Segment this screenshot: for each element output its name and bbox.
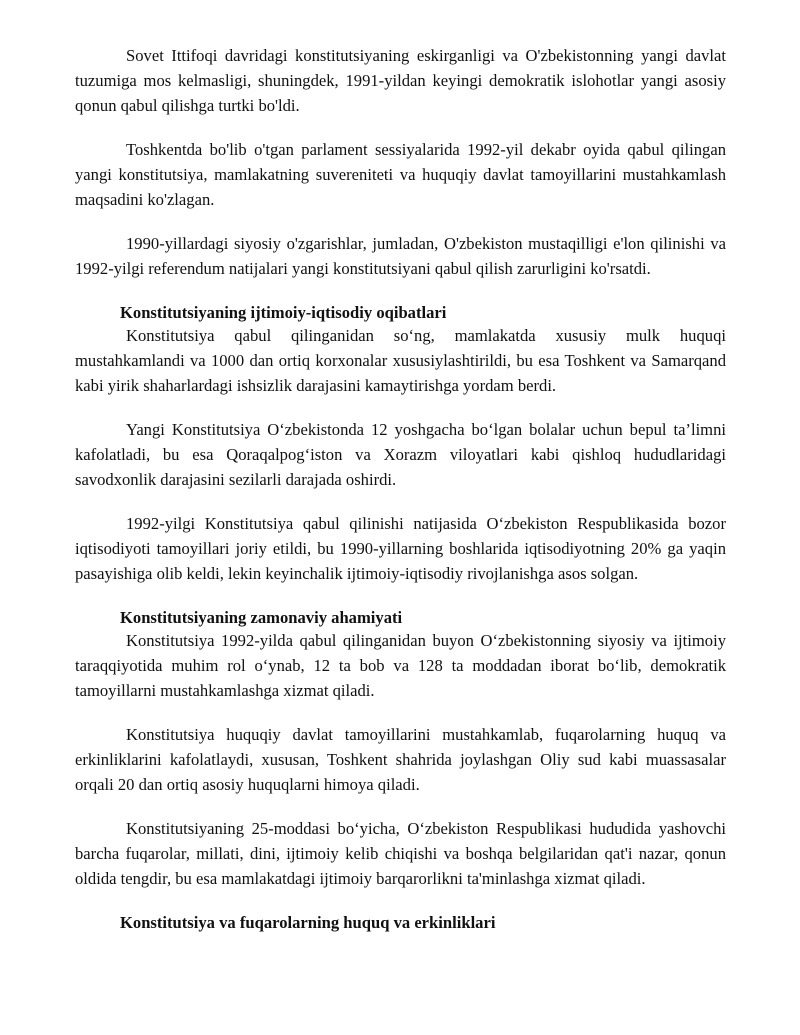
paragraph-socioeconomic-1: Konstitutsiya qabul qilinganidan so‘ng, mamlakatda xususiy mulk huquqi mustahkamlandi va 1000 dan ortiq korxonalar xususiylashtirildi, bu esa Toshkent va Samarqand kabi yirik shaharlardagi ishsizlik darajasini kamaytirishga yordam berdi.: [75, 326, 726, 395]
paragraph-modern-1: Konstitutsiya 1992-yilda qabul qilinganidan buyon O‘zbekistonning siyosiy va ijtimoiy taraqqiyotida muhim rol o‘ynab, 12 ta bob va 128 ta moddadan iborat bo‘lib, demokratik tamoyillarni mustahkamlashga xizmat qiladi.: [75, 631, 726, 700]
paragraph-socioeconomic-3: 1992-yilgi Konstitutsiya qabul qilinishi natijasida O‘zbekiston Respublikasida bozor iqtisodiyoti tamoyillari joriy etildi, bu 1990-yillarning boshlarida iqtisodiyotning 20% ga yaqin pasayishiga olib keldi, lekin keyinchalik ijtimoiy-iqtisodiy rivojlanishga asos solgan.: [75, 514, 726, 583]
paragraph-intro-1: Sovet Ittifoqi davridagi konstitutsiyaning eskirganligi va O'zbekistonning yangi davlat tuzumiga mos kelmasligi, shuningdek, 1991-yildan keyingi demokratik islohotlar yangi asosiy qonun qabul qilishga turtki bo'ldi.: [75, 46, 726, 115]
paragraph-modern-3: Konstitutsiyaning 25-moddasi bo‘yicha, O‘zbekiston Respublikasi hududida yashovchi barcha fuqarolar, millati, dini, ijtimoiy kelib chiqishi va boshqa belgilaridan qat'i nazar, qonun oldida tengdir, bu esa mamlakatdagi ijtimoiy barqarorlikni ta'minlashga xizmat qiladi.: [75, 819, 726, 888]
paragraph-socioeconomic-2: Yangi Konstitutsiya O‘zbekistonda 12 yoshgacha bo‘lgan bolalar uchun bepul ta’limni kafolatladi, bu esa Qoraqalpog‘iston va Xorazm viloyatlari kabi qishloq hududlaridagi savodxonlik darajasini sezilarli darajada oshirdi.: [75, 420, 726, 489]
section-heading-rights-freedoms: Konstitutsiya va fuqarolarning huquq va erkinliklari: [120, 913, 496, 932]
section-heading-socioeconomic: Konstitutsiyaning ijtimoiy-iqtisodiy oqibatlari: [120, 303, 447, 322]
paragraph-intro-3: 1990-yillardagi siyosiy o'zgarishlar, jumladan, O'zbekiston mustaqilligi e'lon qilinishi va 1992-yilgi referendum natijalari yangi konstitutsiyani qabul qilish zarurligini ko'rsatdi.: [75, 234, 726, 278]
paragraph-intro-2: Toshkentda bo'lib o'tgan parlament sessiyalarida 1992-yil dekabr oyida qabul qilingan yangi konstitutsiya, mamlakatning suvereniteti va huquqiy davlat tamoyillarini mustahkamlash maqsadini ko'zlagan.: [75, 140, 726, 209]
paragraph-modern-2: Konstitutsiya huquqiy davlat tamoyillarini mustahkamlab, fuqarolarning huquq va erkinliklarini kafolatlaydi, xususan, Toshkent shahrida joylashgan Oliy sud kabi muassasalar orqali 20 dan ortiq asosiy huquqlarni himoya qiladi.: [75, 725, 726, 794]
document-page: [75, 43, 726, 935]
section-heading-modern-significance: Konstitutsiyaning zamonaviy ahamiyati: [120, 608, 403, 627]
